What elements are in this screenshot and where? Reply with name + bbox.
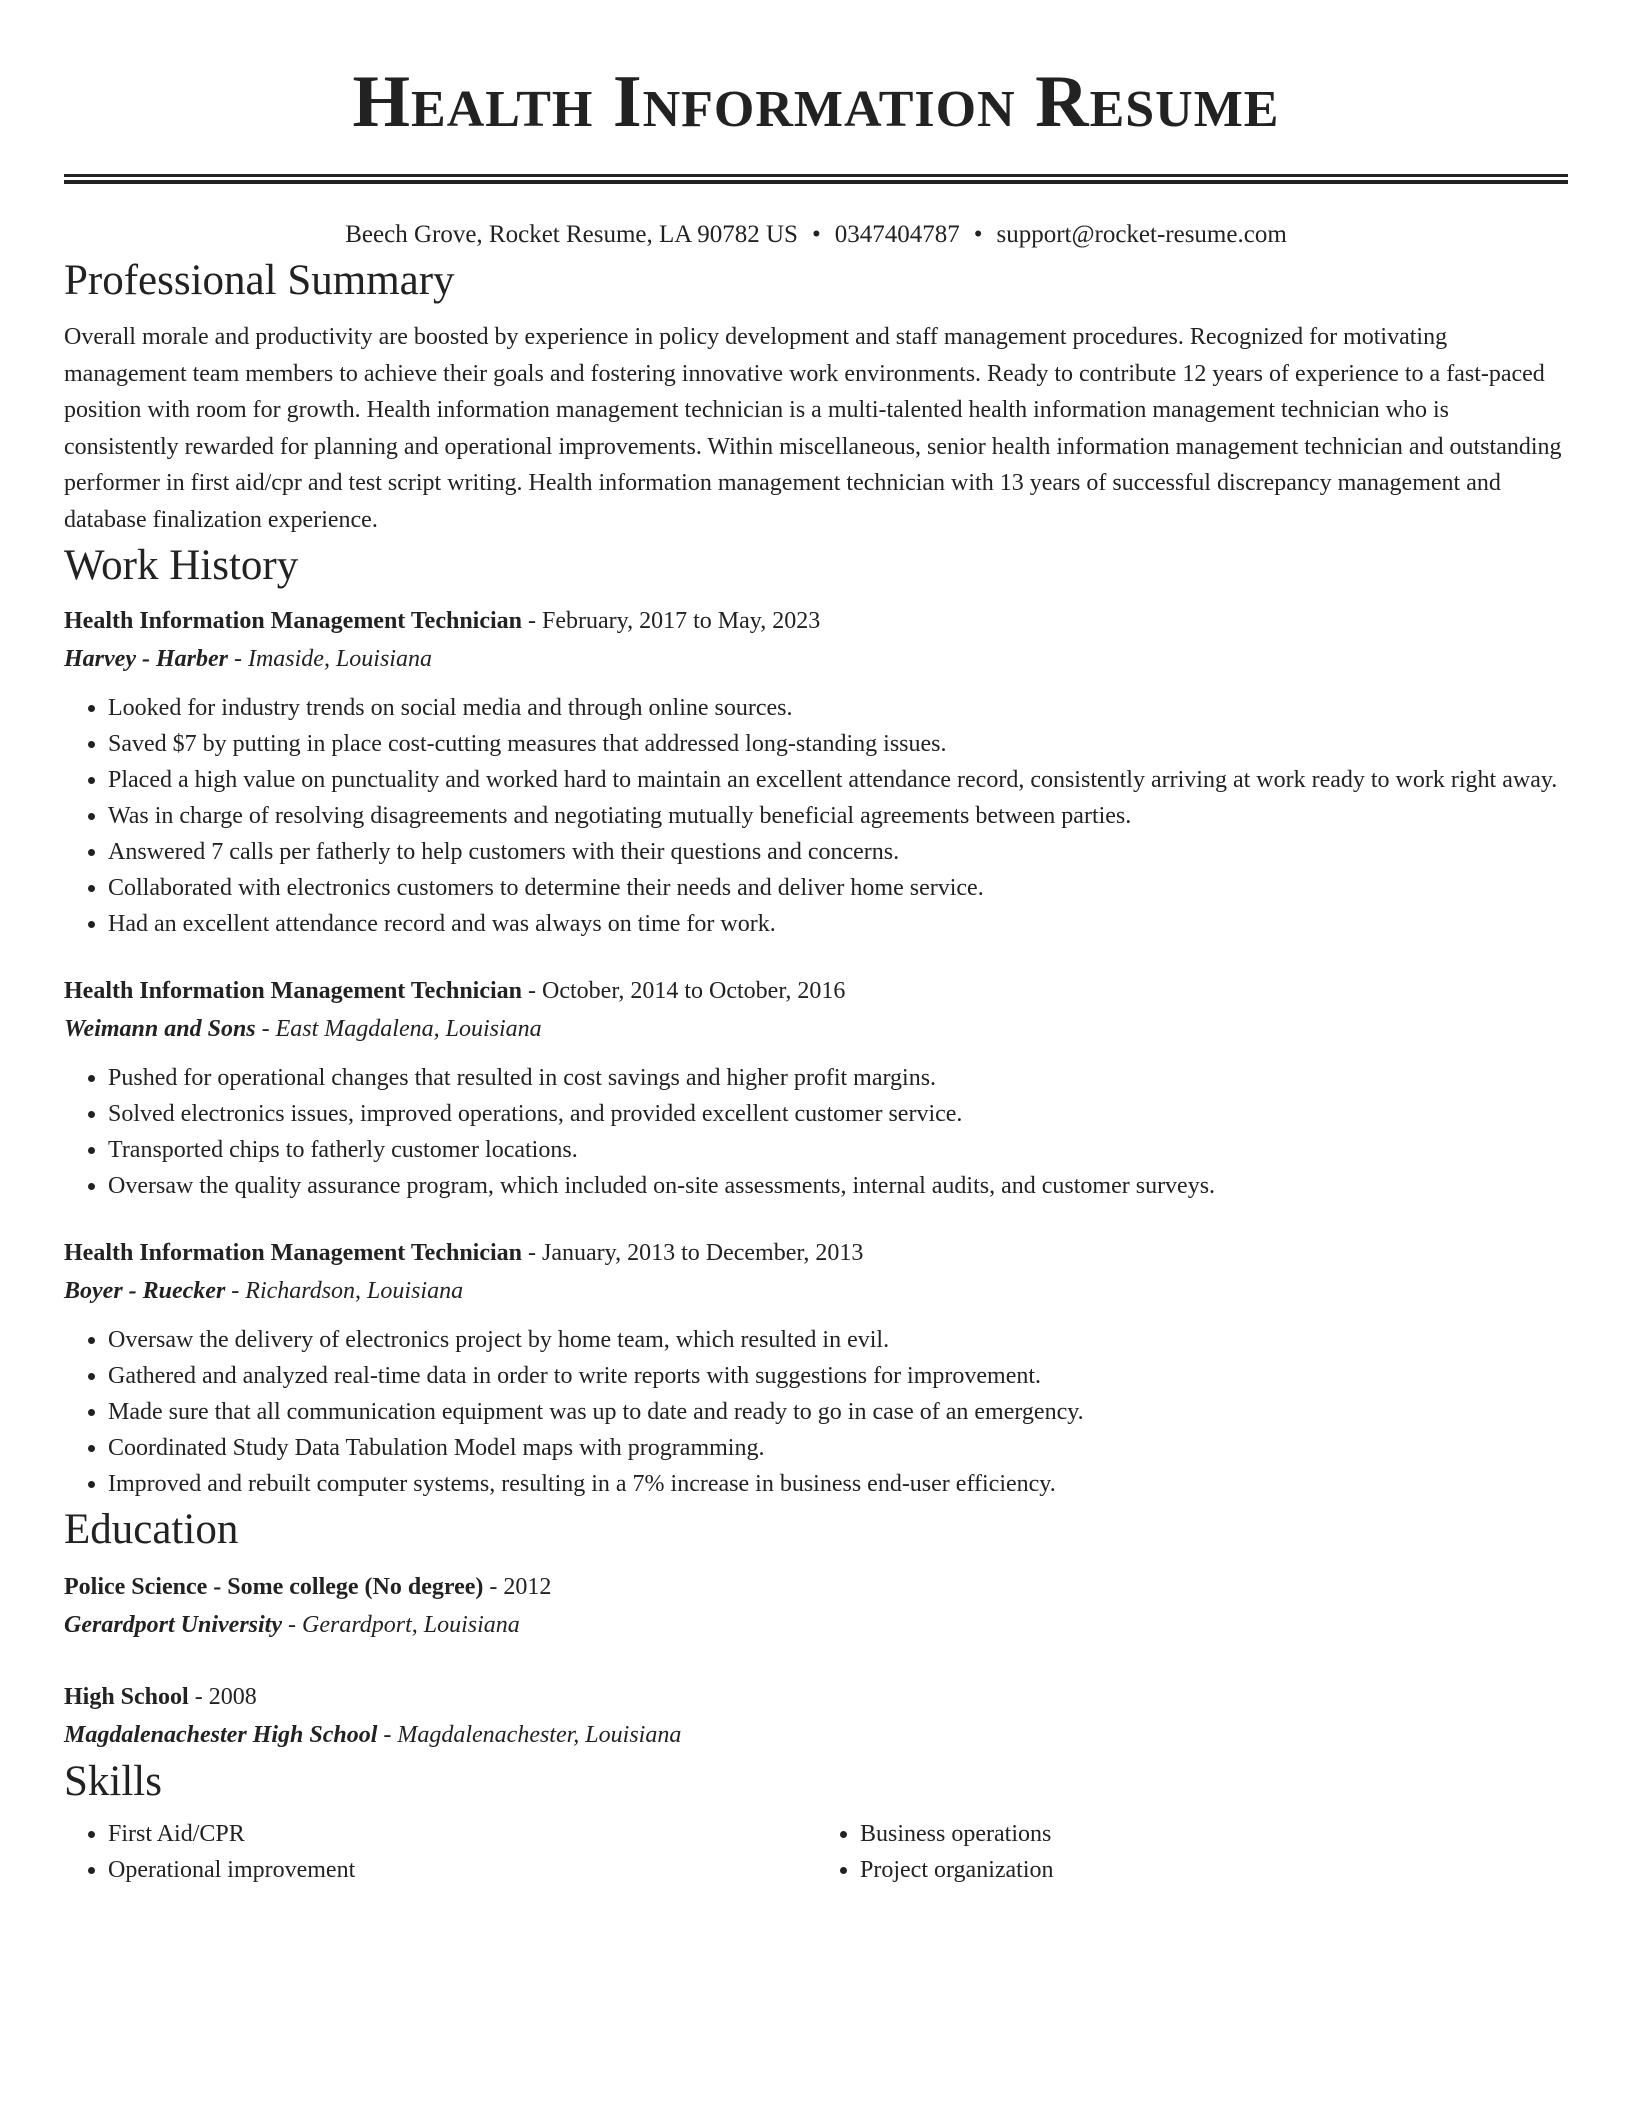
skills-column-left [64,1816,816,1888]
job-title-line [64,602,1568,640]
degree-name: High School [64,1684,189,1710]
list-item: • Answered 7 calls per fatherly to help customers with their questions and concerns. [108,834,1568,870]
school-location: - Gerardport, Louisiana [282,1612,520,1638]
summary-heading: Professional Summary [64,257,455,304]
list-item: • Collaborated with electronics customers to determine their needs and deliver home service. [108,870,1568,906]
school-line [64,1716,1568,1754]
job-bullets [64,690,1568,942]
list-item: • Transported chips to fatherly customer locations. [108,1132,1568,1168]
job-title: Health Information Management Technician [64,1240,523,1266]
list-item: • Operational improvement [108,1852,816,1888]
job-dates: - October, 2014 to October, 2016 [522,978,846,1004]
list-item: • Had an excellent attendance record and was always on time for work. [108,906,1568,942]
resume-title: Health Information Resume [352,61,1280,143]
list-item: • Business operations [860,1816,1568,1852]
list-item: • Solved electronics issues, improved operations, and provided excellent customer service. [108,1096,1568,1132]
employer-name: Boyer - Ruecker [64,1278,226,1304]
school-line [64,1606,1568,1644]
education-entry [64,1568,1568,1644]
degree-line [64,1678,1568,1716]
list-item: • Oversaw the delivery of electronics project by home team, which resulted in evil. [108,1322,1568,1358]
list-item: • Coordinated Study Data Tabulation Model maps with programming. [108,1430,1568,1466]
list-item: • Made sure that all communication equipment was up to date and ready to go in case of an emergency. [108,1394,1568,1430]
list-item: • Gathered and analyzed real-time data in order to write reports with suggestions for improvement. [108,1358,1568,1394]
list-item: • Saved $7 by putting in place cost-cutting measures that addressed long-standing issues. [108,726,1568,762]
degree-name: Police Science - Some college (No degree) [64,1574,484,1600]
employer-line [64,640,1568,678]
degree-year: - 2012 [483,1574,552,1600]
job-dates: - January, 2013 to December, 2013 [522,1240,864,1266]
contact-phone: 0347404787 [834,221,960,248]
employer-name: Weimann and Sons [64,1016,256,1042]
job-entry [64,972,1568,1204]
contact-address: Beech Grove, Rocket Resume, LA 90782 US [345,221,798,248]
employer-location: - East Magdalena, Louisiana [255,1016,542,1042]
title-divider [64,174,1568,184]
contact-separator: • [811,221,821,248]
job-bullets [64,1322,1568,1502]
skills-column-right [816,1816,1568,1888]
job-entry [64,1234,1568,1502]
job-title-line [64,972,1568,1010]
degree-year: - 2008 [188,1684,257,1710]
job-bullets [64,1060,1568,1204]
education-entry [64,1678,1568,1754]
school-name: Gerardport University [64,1612,282,1638]
school-name: Magdalenachester High School [64,1722,378,1748]
job-title: Health Information Management Technician [64,978,523,1004]
list-item: • Project organization [860,1852,1568,1888]
list-item: • Pushed for operational changes that resulted in cost savings and higher profit margins. [108,1060,1568,1096]
contact-email: support@rocket-resume.com [996,221,1287,248]
summary-text: Overall morale and productivity are boosted by experience in policy development and staff management procedures. Recognized for motivating management team members to achieve their goals and fostering innovative work environments. Ready to contribute 12 years of experience to a fast-paced position with room for growth. Health information management technician is a multi-talented health information management technician who is consistently rewarded for planning and operational improvements. Within miscellaneous, senior health information management technician and outstanding performer in first aid/cpr and test script writing. Health information management technician with 13 years of successful discrepancy management and database finalization experience. [64,324,1562,533]
work-history-heading: Work History [64,542,299,589]
skills-heading: Skills [64,1758,162,1805]
job-dates: - February, 2017 to May, 2023 [522,608,821,634]
list-item: • Placed a high value on punctuality and worked hard to maintain an excellent attendance record, consistently arriving at work ready to work right away. [108,762,1568,798]
list-item: • Improved and rebuilt computer systems, resulting in a 7% increase in business end-user efficiency. [108,1466,1568,1502]
contact-line [64,217,1568,253]
job-entry [64,602,1568,942]
skills-list [64,1816,1568,1888]
job-title-line [64,1234,1568,1272]
school-location: - Magdalenachester, Louisiana [377,1722,682,1748]
education-heading: Education [64,1506,239,1553]
list-item: • Oversaw the quality assurance program, which included on-site assessments, internal audits, and customer surveys. [108,1168,1568,1204]
employer-name: Harvey - Harber [64,646,228,672]
contact-separator: • [973,221,983,248]
employer-location: - Richardson, Louisiana [225,1278,464,1304]
employer-location: - Imaside, Louisiana [227,646,432,672]
employer-line [64,1010,1568,1048]
list-item: • Was in charge of resolving disagreements and negotiating mutually beneficial agreements between parties. [108,798,1568,834]
job-title: Health Information Management Technician [64,608,523,634]
list-item: • Looked for industry trends on social media and through online sources. [108,690,1568,726]
degree-line [64,1568,1568,1606]
employer-line [64,1272,1568,1310]
list-item: • First Aid/CPR [108,1816,816,1852]
